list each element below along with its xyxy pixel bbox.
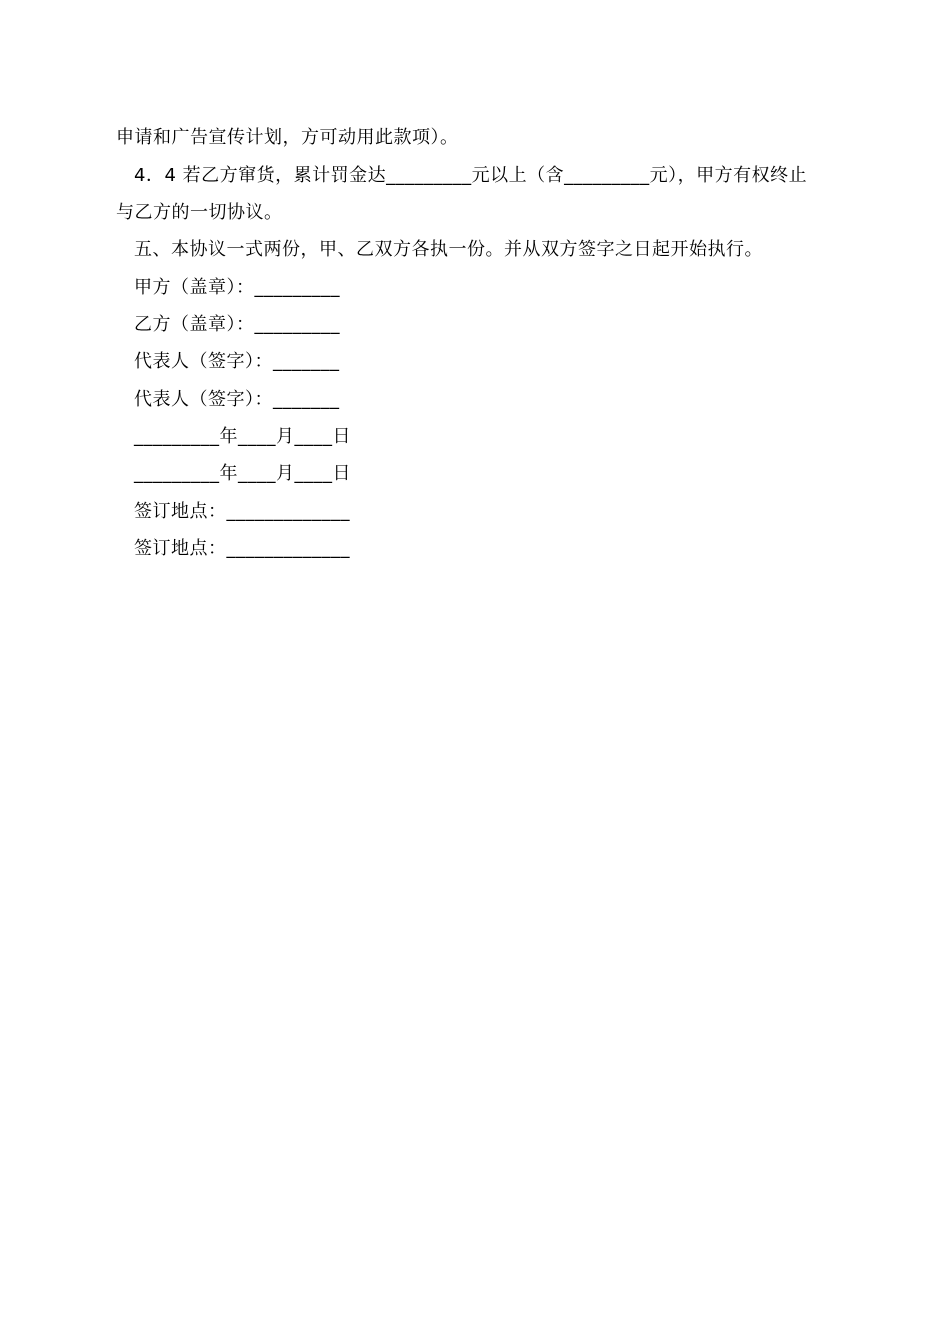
representative-b-signature: 代表人（签字）：_______: [134, 389, 340, 410]
signing-place-b: 签订地点：_____________: [134, 538, 350, 559]
date-a: _________年____月____日: [134, 426, 351, 447]
clause-4-4: 4．4 若乙方窜货，累计罚金达_________元以上（含_________元），甲方有权终止: [134, 165, 808, 186]
paragraph-continuation: 申请和广告宣传计划，方可动用此款项）。: [116, 127, 459, 148]
clause-5: 五、本协议一式两份，甲、乙双方各执一份。并从双方签字之日起开始执行。: [134, 239, 763, 260]
date-b: _________年____月____日: [134, 463, 351, 484]
signing-place-a: 签订地点：_____________: [134, 501, 350, 522]
party-a-seal: 甲方（盖章）：_________: [134, 277, 340, 298]
representative-a-signature: 代表人（签字）：_______: [134, 351, 340, 372]
party-b-seal: 乙方（盖章）：_________: [134, 314, 340, 335]
clause-4-4-continuation: 与乙方的一切协议。: [116, 202, 283, 223]
